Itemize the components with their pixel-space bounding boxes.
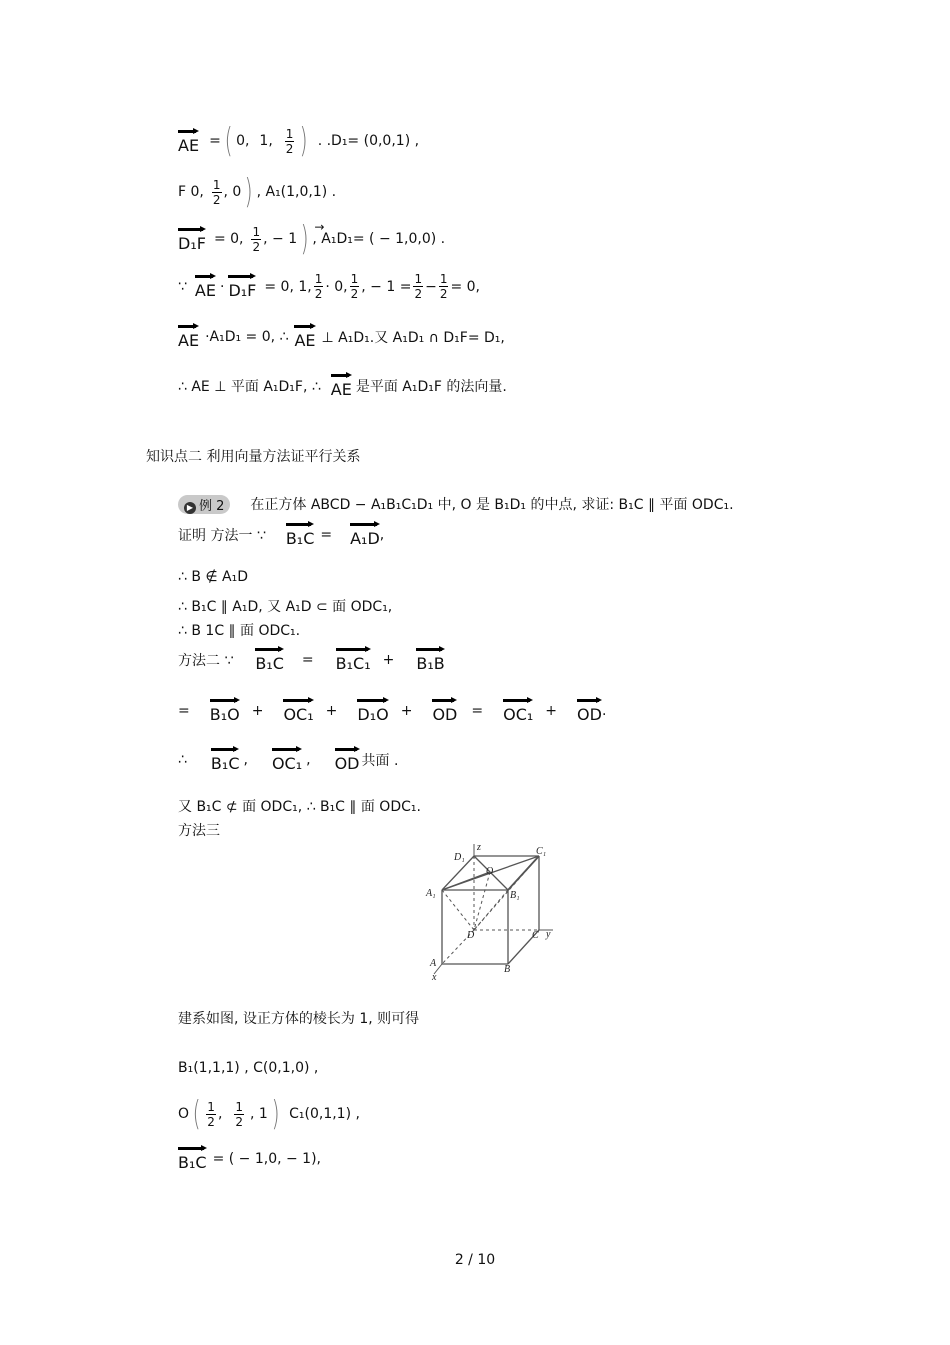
- method1-label: 证明 方法一 ∵: [178, 527, 266, 544]
- equals: =: [209, 133, 221, 149]
- vector-od: OD: [432, 697, 457, 724]
- label-a1: A₁: [426, 888, 436, 899]
- coord-z: , 1: [250, 1106, 268, 1122]
- period: .: [601, 702, 607, 719]
- vector-b1c1: B₁C₁: [336, 646, 371, 673]
- comma: ,: [217, 1106, 223, 1122]
- fraction-half: $\frac{1}{2}$: [252, 224, 261, 254]
- minus: −: [425, 278, 437, 295]
- method2-decomp: [178, 697, 606, 724]
- example-badge: ▶ 例 2: [178, 495, 230, 514]
- vector-d1o: D₁O: [357, 697, 388, 724]
- paren-right: ): [300, 121, 309, 161]
- vector-b1c: B₁C: [211, 746, 240, 773]
- therefore: ∴: [178, 751, 187, 768]
- line-d1f-vector: [178, 219, 446, 259]
- label-c1: C₁: [536, 846, 547, 857]
- c1-coord: C₁(0,1,1) ,: [289, 1106, 360, 1122]
- vector-a1d: A₁D: [350, 521, 380, 548]
- vector-ae: AE: [178, 128, 199, 155]
- page-number: 2 / 10: [454, 1252, 496, 1268]
- vector-b1b: B₁B: [416, 646, 444, 673]
- method1-line: [178, 521, 384, 548]
- vector-ae: AE: [195, 273, 216, 300]
- plus: +: [382, 651, 395, 668]
- setup-text: 建系如图, 设正方体的棱长为 1, 则可得: [178, 1011, 420, 1027]
- label-a: A: [430, 958, 437, 969]
- line-dot-product: [178, 272, 480, 301]
- dot: ·: [219, 278, 225, 295]
- conclusion-b: 是平面 A₁D₁F 的法向量.: [355, 378, 507, 395]
- method3-label: 方法三: [178, 823, 220, 839]
- play-icon: ▶: [184, 502, 196, 514]
- vector-od: OD: [335, 746, 360, 773]
- label-y: y: [546, 929, 551, 940]
- coord-z: , − 1: [263, 231, 298, 247]
- label-o: O: [486, 866, 494, 877]
- vector-oc1: OC₁: [503, 697, 533, 724]
- d1-coord: . .D₁= (0,0,1) ,: [317, 133, 420, 149]
- coords-o-c1: [178, 1094, 360, 1134]
- coord-x: 0,: [236, 133, 250, 149]
- a1d1-value: = ( − 1,0,0) .: [352, 231, 446, 247]
- o-label: O: [178, 1106, 190, 1122]
- vector-b1c: B₁C: [178, 1145, 207, 1172]
- example-text: 在正方体 ABCD − A₁B₁C₁D₁ 中, O 是 B₁D₁ 的中点, 求证: B₁C ∥ 平面 ODC₁.: [250, 497, 734, 513]
- vector-d1f: D₁F: [178, 226, 206, 253]
- label-c: C: [532, 930, 539, 941]
- perp-text-a: ·A₁D₁ = 0, ∴: [205, 328, 289, 345]
- b1c-coords: = ( − 1,0, − 1),: [212, 1150, 322, 1167]
- line-perpendicular: [178, 323, 505, 350]
- fraction: $\frac{1}{2}$: [350, 272, 359, 301]
- perp-text-b: ⊥ A₁D₁.又 A₁D₁ ∩ D₁F= D₁,: [321, 329, 505, 346]
- vector-b1c: B₁C: [286, 521, 315, 548]
- plus: +: [400, 702, 413, 719]
- equals: =: [320, 526, 333, 543]
- equals: =: [301, 651, 314, 668]
- line-ae-vector: [178, 121, 420, 161]
- coord-y: 1,: [259, 133, 273, 149]
- a1-coord: , A₁(1,0,1) .: [256, 184, 337, 200]
- f-coord: F 0,: [178, 184, 204, 200]
- vector-ae: AE: [294, 323, 315, 350]
- fraction-half: $\frac{1}{2}$: [285, 126, 294, 156]
- fraction-half: $\frac{1}{2}$: [207, 1099, 215, 1129]
- method2-label: 方法二 ∵: [178, 652, 234, 669]
- vector-b1o: B₁O: [210, 697, 240, 724]
- method2-conclusion: 又 B₁C ⊄ 面 ODC₁, ∴ B₁C ∥ 面 ODC₁.: [178, 799, 421, 815]
- label-d1: D₁: [454, 852, 465, 863]
- coords-b1-c: B₁(1,1,1) , C(0,1,0) ,: [178, 1060, 319, 1076]
- equals: =: [471, 702, 484, 719]
- equals: =: [178, 702, 190, 719]
- paren-right: ): [271, 1094, 280, 1134]
- line-f-coord: [178, 172, 337, 212]
- dot-b: · 0,: [325, 278, 348, 295]
- fraction: $\frac{1}{2}$: [439, 272, 448, 301]
- vector-b1c: B₁C: [255, 646, 284, 673]
- paren-left: (: [192, 1094, 201, 1134]
- label-b1: B₁: [510, 890, 520, 901]
- fraction: $\frac{1}{2}$: [414, 272, 423, 301]
- vector-oc1: OC₁: [283, 697, 313, 724]
- label-x: x: [432, 972, 437, 983]
- plus: +: [545, 702, 558, 719]
- line-normal-vector: [178, 372, 507, 399]
- vector-oc1: OC₁: [272, 746, 302, 773]
- vector-a1d1: → , A₁D₁: [312, 231, 352, 247]
- section-heading: 知识点二 利用向量方法证平行关系: [146, 449, 361, 465]
- because-symbol: ∵: [178, 278, 187, 295]
- vector-d1f: D₁F: [228, 273, 256, 300]
- conclusion-a: ∴ AE ⊥ 平面 A₁D₁F, ∴: [178, 378, 321, 395]
- dot-result: = 0,: [450, 278, 481, 295]
- dot-c: , − 1 =: [361, 278, 412, 295]
- label-d: D: [467, 930, 475, 941]
- method2-line: [178, 646, 445, 673]
- dot-a: = 0, 1,: [264, 278, 312, 295]
- plus: +: [251, 702, 264, 719]
- coord-z: , 0: [223, 184, 242, 200]
- paren-right: ): [300, 219, 309, 259]
- vector-od: OD: [577, 697, 602, 724]
- method2-coplanar: ∴ B₁C , OC₁ , OD 共面 .: [178, 746, 398, 773]
- vector-ae: AE: [178, 323, 199, 350]
- coplanar-text: 共面 .: [361, 752, 399, 769]
- comma: ,: [379, 526, 385, 543]
- fraction: $\frac{1}{2}$: [314, 272, 323, 301]
- example-2: [178, 494, 734, 514]
- cube-figure: [420, 840, 570, 985]
- fraction-half: $\frac{1}{2}$: [235, 1099, 244, 1129]
- vector-b1c-value: [178, 1145, 321, 1172]
- paren-right: ): [244, 172, 253, 212]
- d1f-coords: = 0,: [213, 231, 244, 247]
- method1-step3: ∴ B 1C ∥ 面 ODC₁.: [178, 623, 301, 639]
- label-b: B: [504, 964, 511, 975]
- plus: +: [325, 702, 338, 719]
- method1-step1: ∴ B ∉ A₁D: [178, 569, 249, 585]
- paren-left: (: [224, 121, 233, 161]
- method1-step2: ∴ B₁C ∥ A₁D, 又 A₁D ⊂ 面 ODC₁,: [178, 599, 393, 615]
- vector-ae: AE: [331, 372, 352, 399]
- fraction-half: $\frac{1}{2}$: [212, 177, 221, 207]
- label-z: z: [477, 842, 481, 853]
